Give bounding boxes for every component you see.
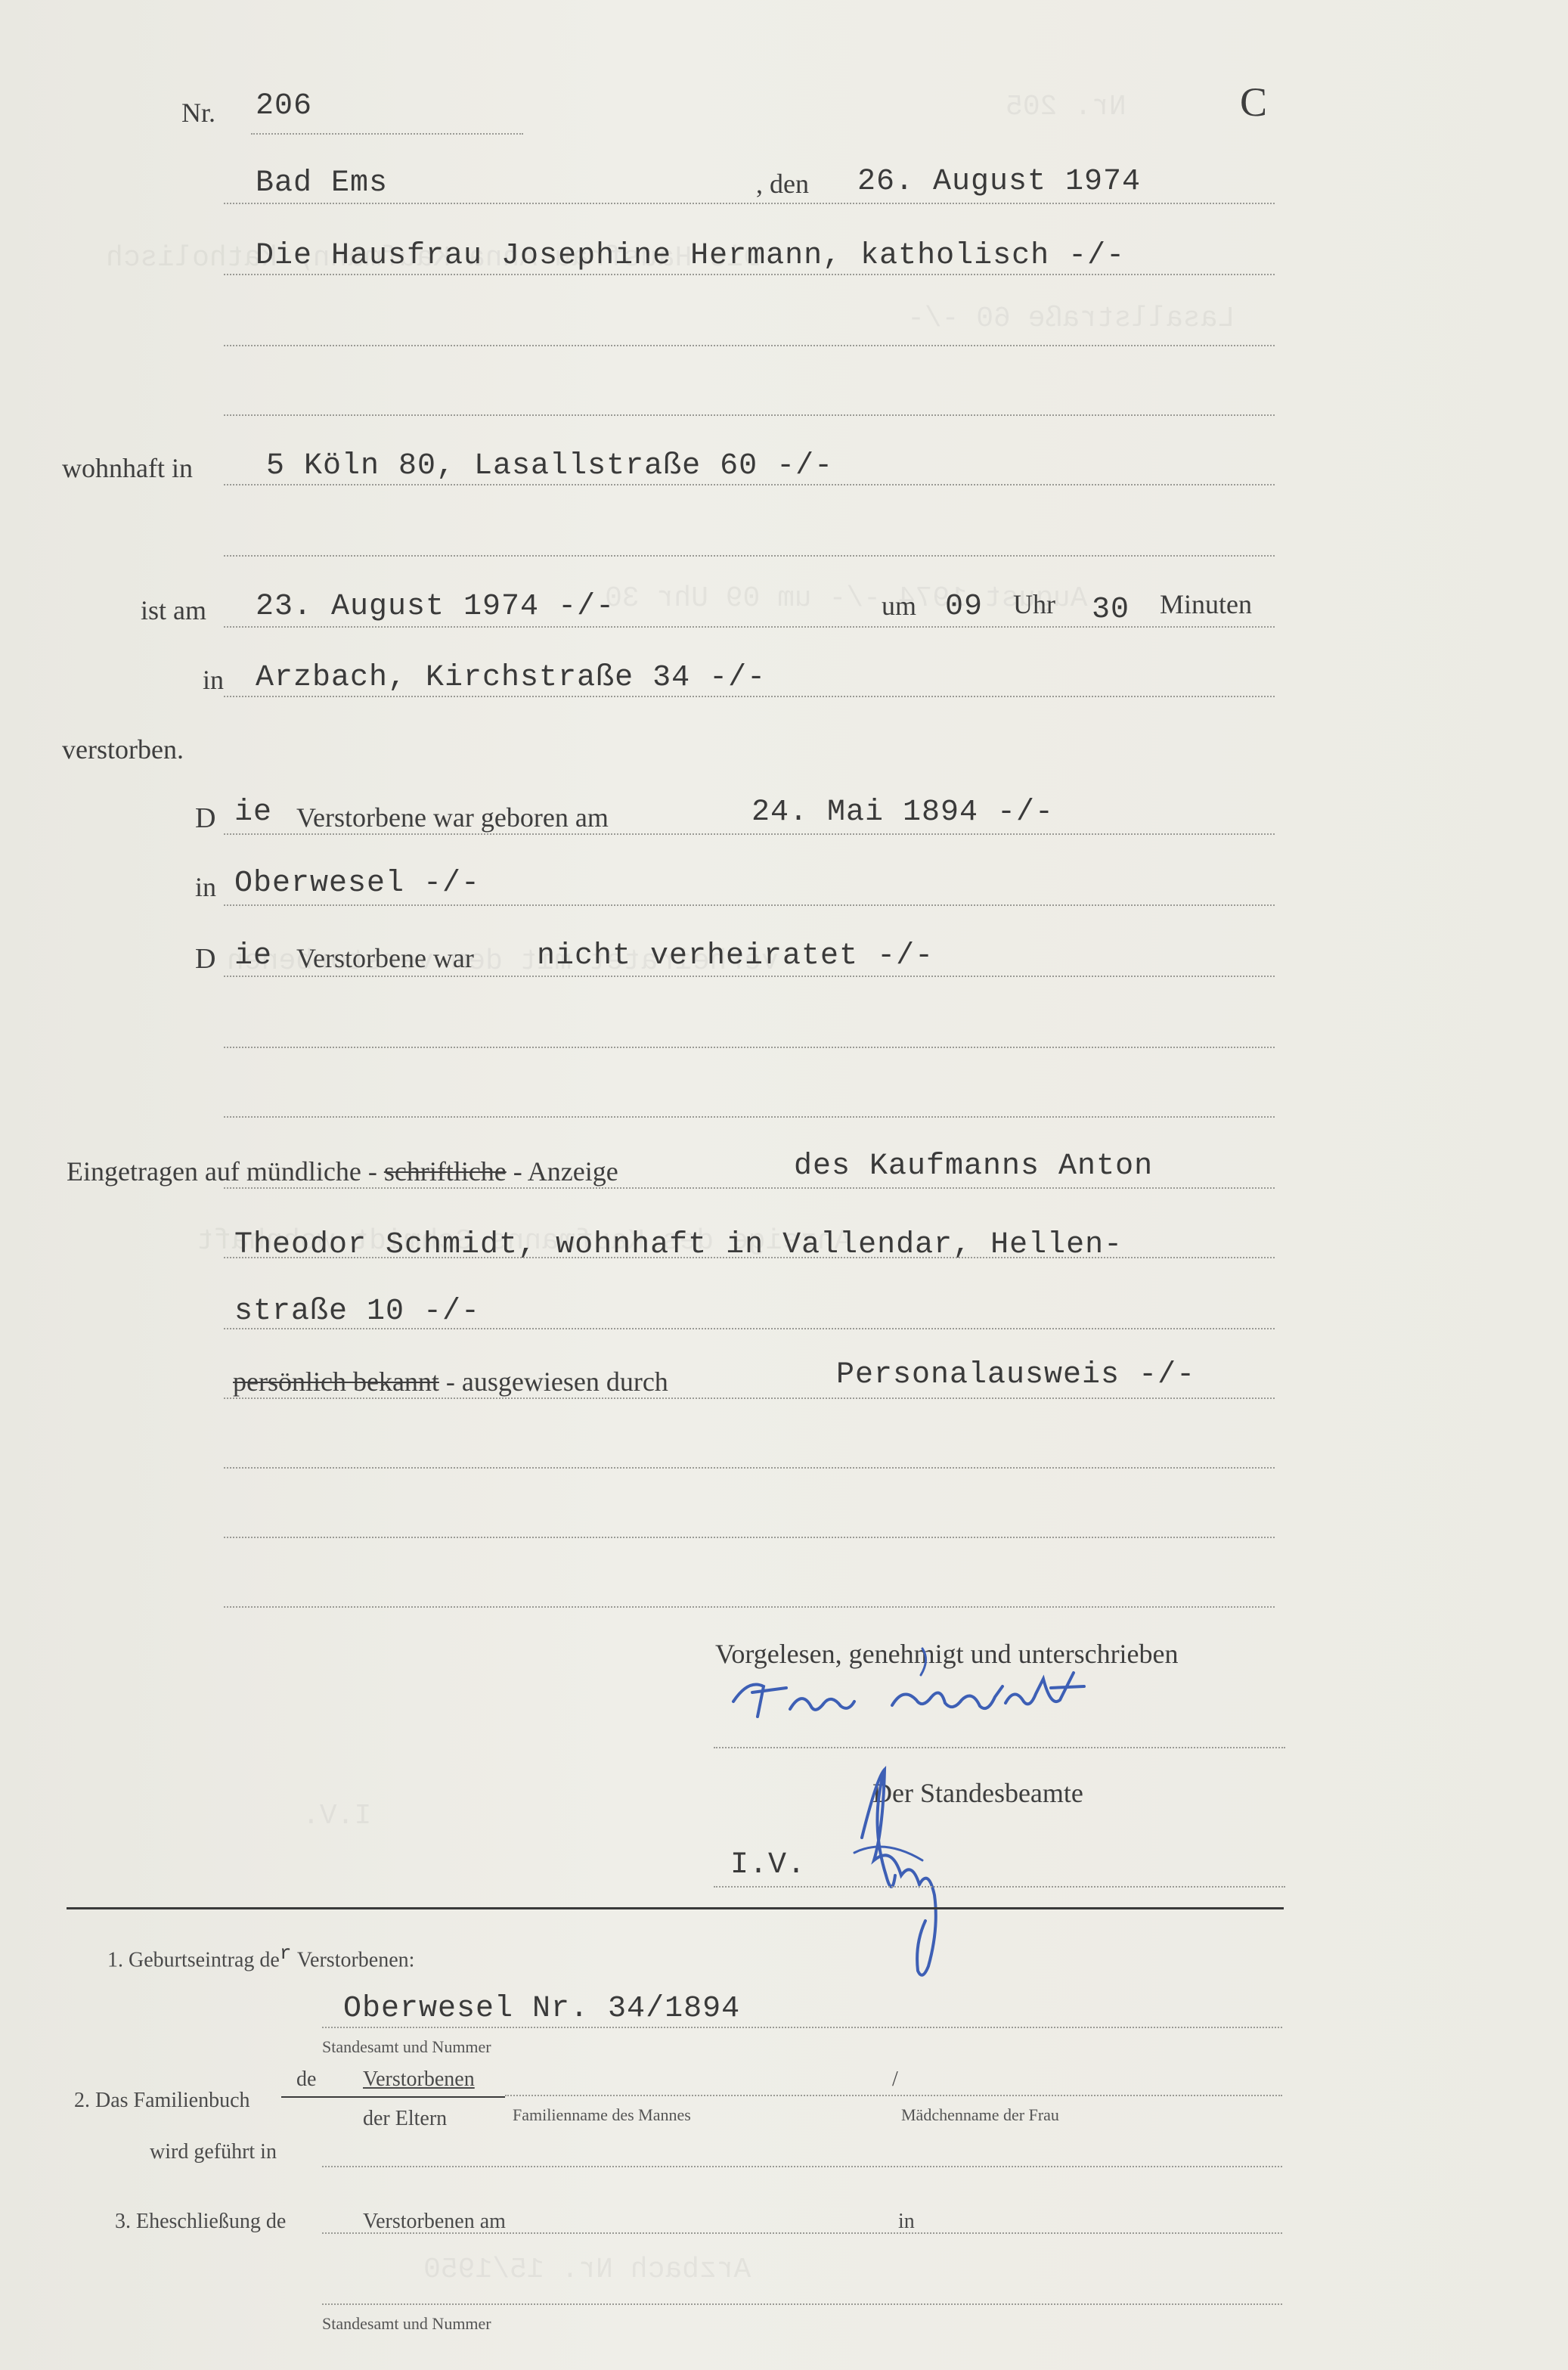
blank-line (224, 1537, 1275, 1538)
death-place: Arzbach, Kirchstraße 34 -/- (256, 661, 767, 695)
item2-caption-frau: Mädchenname der Frau (901, 2105, 1059, 2124)
death-minutes: 30 (1092, 593, 1130, 627)
bleed-through-text (423, 2254, 751, 2286)
blank-line (224, 345, 1275, 346)
report-line1: des Kaufmanns Anton (794, 1149, 1154, 1183)
birth-place-line (224, 904, 1275, 906)
blank-line (224, 1047, 1275, 1048)
registrar-label: Der Standesbeamte (872, 1778, 1083, 1808)
item2-slash: / (892, 2068, 898, 2091)
item1-label (107, 1942, 414, 1972)
nr-label: Nr. (181, 98, 215, 128)
item2-eltern: der Eltern (363, 2107, 448, 2130)
nr-line (251, 133, 523, 135)
report-line1-rule (224, 1187, 1275, 1189)
person-line-rule (224, 274, 1275, 275)
blank-line (224, 1467, 1275, 1469)
residence-line (224, 484, 1275, 485)
birth-label: Verstorbene war geboren am (296, 802, 609, 833)
item2-verstorbenen: Verstorbenen (363, 2068, 475, 2091)
birth-d-label: D (195, 802, 216, 834)
informant-signature (718, 1633, 1172, 1762)
death-date: 23. August 1974 -/- (256, 590, 615, 624)
iv-label: I.V. (730, 1848, 807, 1882)
date-value: 26. August 1974 (857, 165, 1142, 199)
blank-line (224, 1606, 1275, 1608)
birth-date: 24. Mai 1894 -/- (751, 796, 1055, 830)
item1-value: Oberwesel Nr. 34/1894 (343, 1992, 741, 2026)
bleed-through-text (302, 1800, 371, 1832)
item1-superscript: r (279, 1942, 293, 1965)
item1-caption: Standesamt und Nummer (322, 2037, 491, 2056)
report-label-a: Eingetragen auf mündliche - (67, 1156, 384, 1187)
identification-label (233, 1366, 668, 1397)
informant-signature-line (714, 1747, 1285, 1748)
death-date-line (224, 626, 1275, 628)
registrar-signature (839, 1747, 990, 1989)
marital-value: nicht verheiratet -/- (537, 939, 934, 973)
residence-label: wohnhaft in (62, 453, 193, 483)
uhr-label: Uhr (1013, 589, 1055, 619)
ist-am-label: ist am (141, 595, 206, 625)
item1-label-b: Verstorbenen: (292, 1948, 415, 1972)
item1-label-a: 1. Geburtseintrag de (107, 1948, 280, 1972)
report-label-struck: schriftliche (383, 1156, 507, 1187)
bleed-through-text (1006, 91, 1126, 123)
item2-wird: wird geführt in (150, 2140, 277, 2164)
item2-name-line (505, 2095, 1282, 2096)
verstorben-label: verstorben. (62, 734, 184, 765)
blank-line (224, 555, 1275, 557)
item2-de: de (296, 2068, 317, 2091)
place-value: Bad Ems (256, 166, 389, 200)
report-line3: straße 10 -/- (234, 1295, 481, 1329)
person-line: Die Hausfrau Josephine Hermann, katholisch -/- (256, 239, 1126, 273)
item3-verstorbenen: Verstorbenen am (363, 2210, 506, 2233)
ident-label: - ausgewiesen durch (438, 1366, 668, 1397)
death-place-line (224, 696, 1275, 697)
residence-value: 5 Köln 80, Lasallstraße 60 -/- (266, 449, 834, 483)
marital-d-suffix: ie (234, 939, 273, 973)
item2-caption-mann: Familienname des Mannes (513, 2105, 691, 2124)
ident-value: Personalausweis -/- (836, 1358, 1196, 1392)
item3-in: in (898, 2210, 915, 2233)
birth-in-label: in (195, 872, 217, 902)
item3-registry-line (322, 2303, 1282, 2305)
item1-line (322, 2027, 1282, 2028)
blank-line (224, 414, 1275, 416)
birth-place: Oberwesel -/- (234, 867, 481, 901)
report-line2: Theodor Schmidt, wohnhaft in Vallendar, Hellen- (234, 1228, 1123, 1262)
corner-letter: C (1240, 79, 1268, 125)
item2-fraction-bar (281, 2096, 505, 2098)
item3-caption: Standesamt und Nummer (322, 2314, 491, 2333)
section-divider (67, 1907, 1284, 1909)
report-line3-rule (224, 1328, 1275, 1329)
blank-line (224, 1116, 1275, 1118)
report-label-b: - Anzeige (506, 1156, 618, 1187)
marital-label: Verstorbene war (296, 943, 474, 973)
report-label (67, 1156, 618, 1187)
marital-d-label: D (195, 943, 216, 975)
minuten-label: Minuten (1160, 589, 1252, 619)
nr-value: 206 (256, 89, 313, 123)
item2-place-line (322, 2166, 1282, 2167)
den-label: , den (756, 169, 809, 199)
registrar-signature-line (714, 1886, 1285, 1888)
birth-d-suffix: ie (234, 796, 273, 830)
bleed-through-text (907, 302, 1235, 335)
report-line2-rule (224, 1257, 1275, 1258)
item3-label: 3. Eheschließung de (115, 2210, 287, 2233)
read-approved-label: Vorgelesen, genehmigt und unterschrieben (715, 1639, 1179, 1669)
place-date-line (224, 203, 1275, 204)
marital-line (224, 976, 1275, 977)
birth-date-line (224, 833, 1275, 835)
um-label: um (882, 591, 917, 621)
ident-struck: persönlich bekannt (233, 1366, 439, 1397)
ident-line (224, 1397, 1275, 1399)
item3-line (322, 2232, 1282, 2234)
item2-label: 2. Das Familienbuch (74, 2089, 250, 2112)
death-in-label: in (203, 665, 225, 695)
death-hour: 09 (945, 590, 984, 624)
